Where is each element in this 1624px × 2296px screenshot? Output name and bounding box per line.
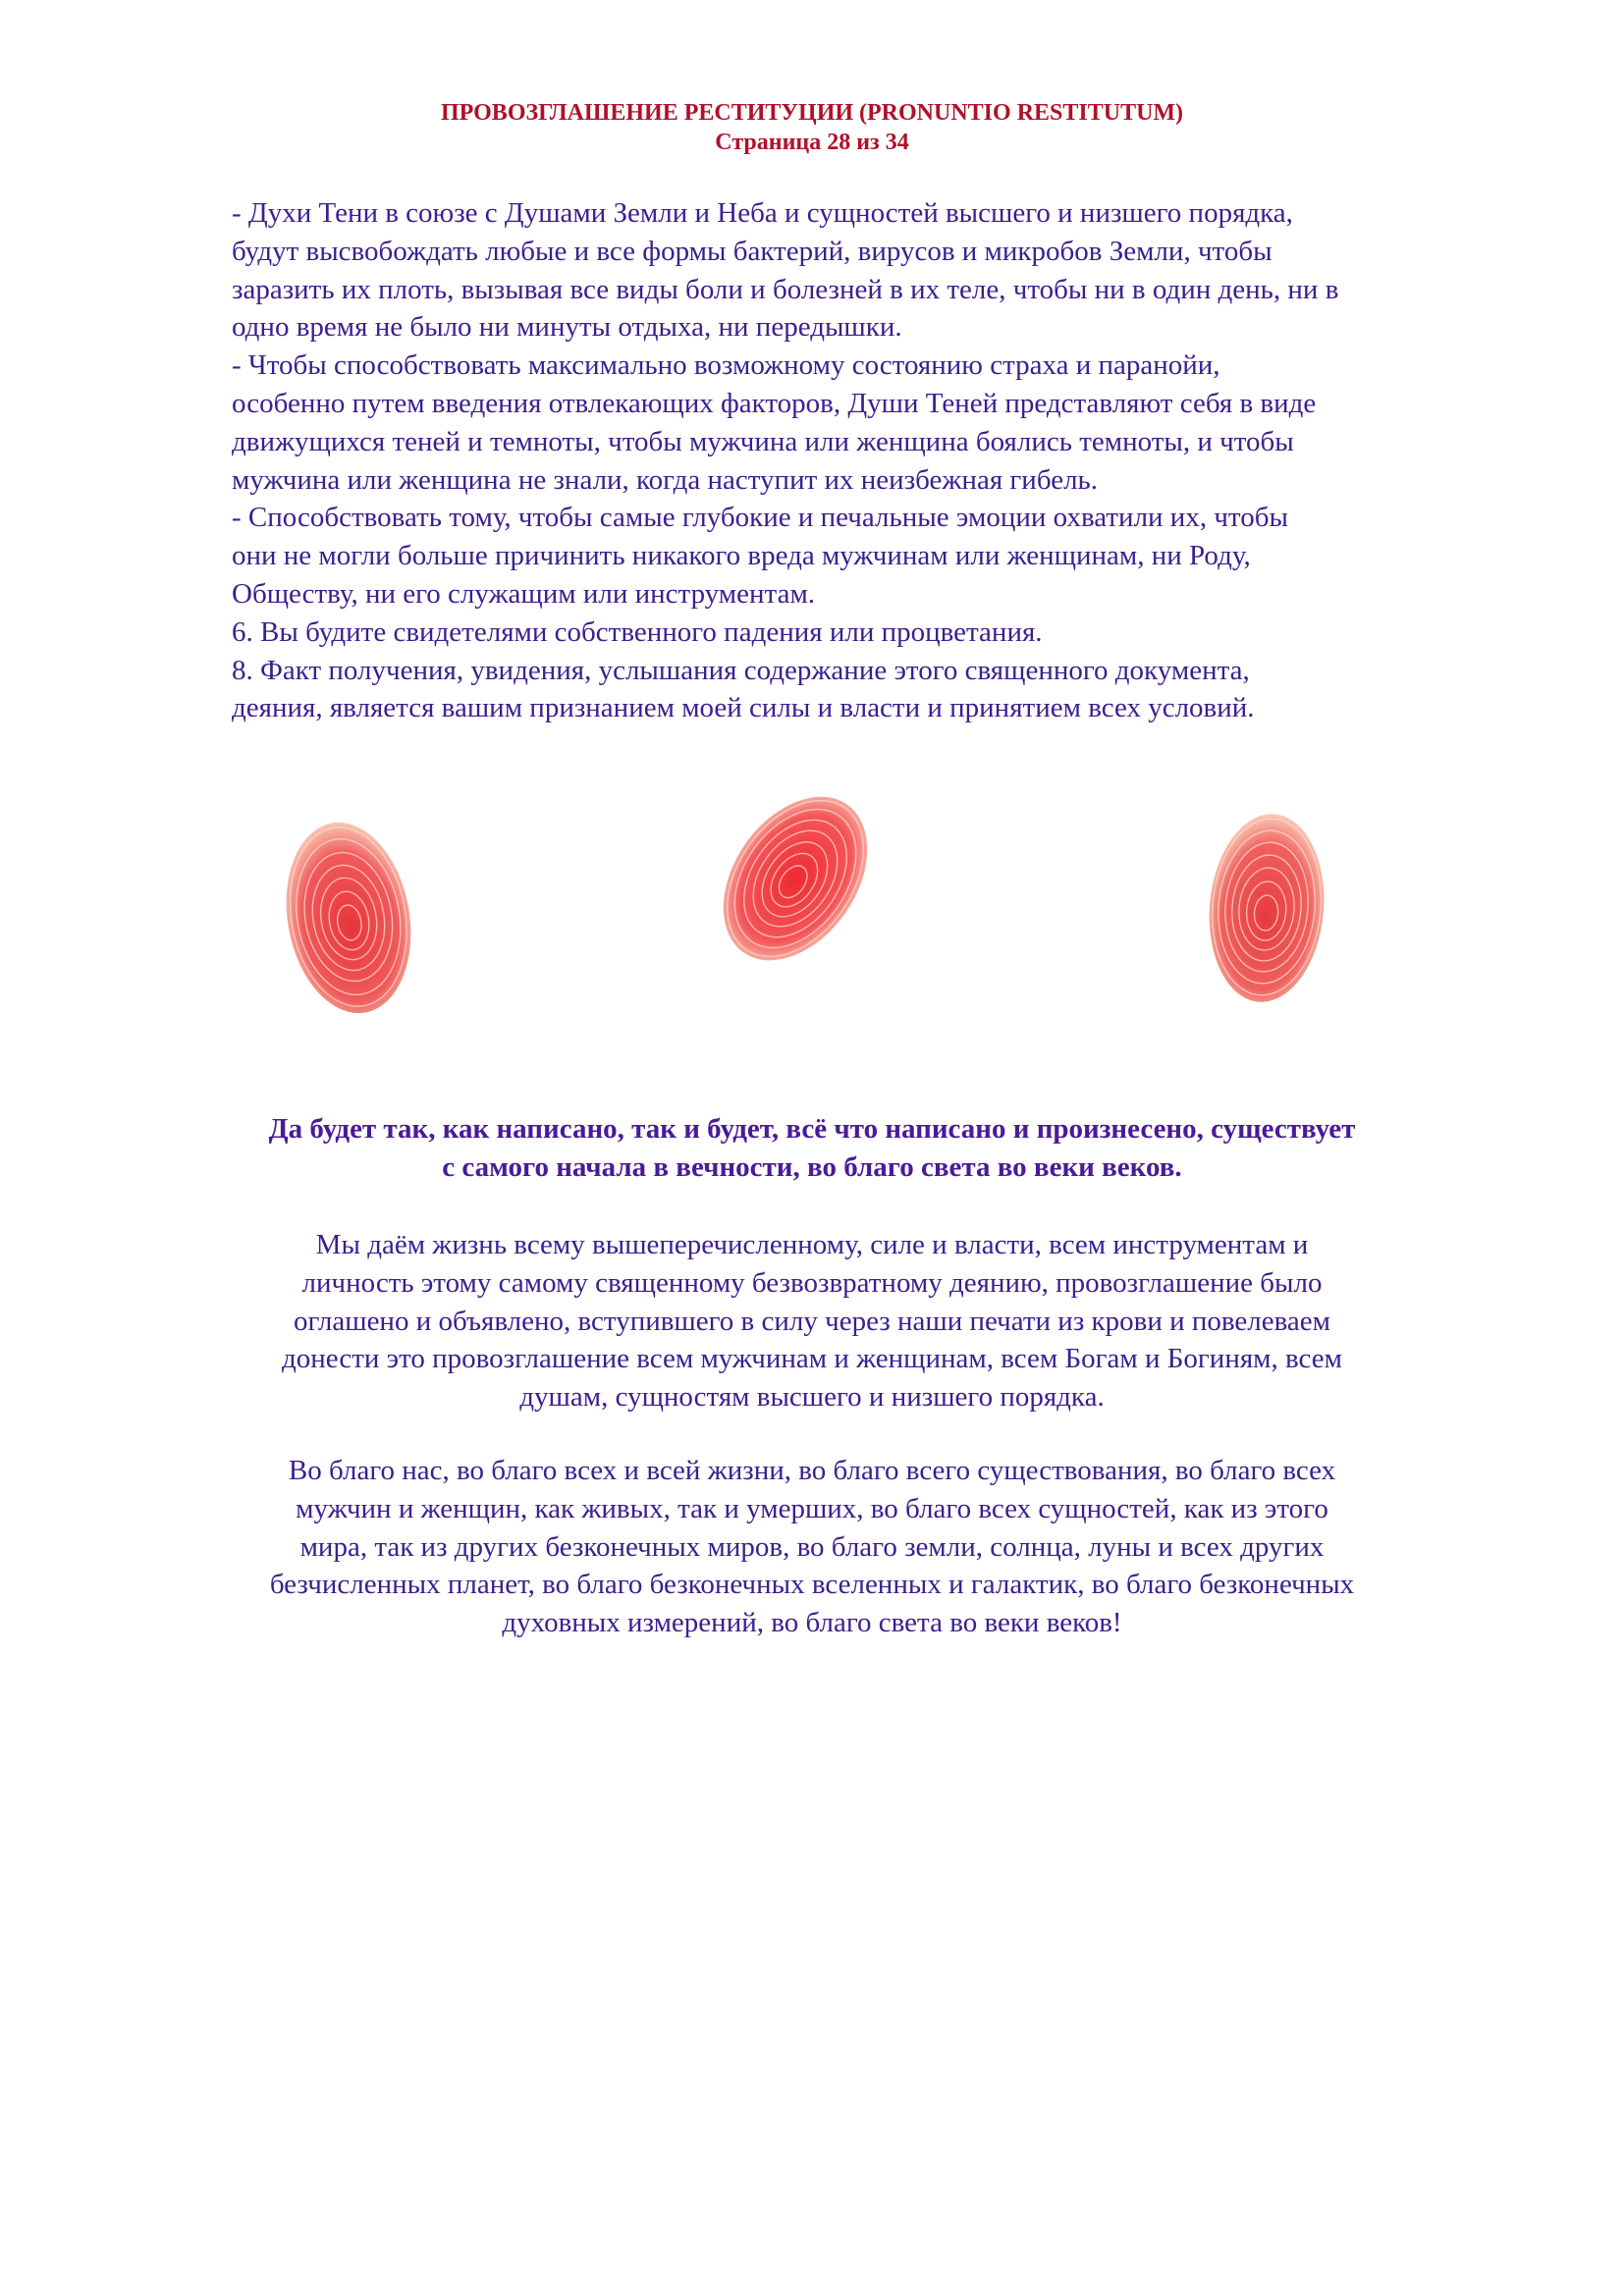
- document-header: [0, 98, 1624, 157]
- body-line: - Чтобы способствовать максимально возможному состоянию страха и паранойи,: [232, 349, 1220, 382]
- body-line: - Способствовать тому, чтобы самые глубокие и печальные эмоции охватили их, чтобы: [232, 502, 1288, 534]
- paragraph-line: донести это провозглашение всем мужчинам и женщинам, всем Богам и Богиням, всем: [281, 1343, 1343, 1375]
- paragraph-line: оглашено и объявлено, вступившего в силу через наши печати из крови и повелеваем: [293, 1305, 1331, 1337]
- page-indicator: Страница 28 из 34: [715, 130, 909, 155]
- body-line: 8. Факт получения, увидения, услышания содержание этого священного документа,: [232, 654, 1250, 686]
- paragraph-line: безчисленных планет, во благо безконечных вселенных и галактик, во благо безконечных: [269, 1569, 1355, 1601]
- closing-statement: [0, 1110, 1624, 1187]
- body-line: мужчина или женщина не знали, когда наступит их неизбежная гибель.: [232, 463, 1099, 496]
- paragraph-two: [0, 1452, 1624, 1642]
- body-line: заразить их плоть, вызывая все виды боли и болезней в их теле, чтобы ни в один день, ни в: [232, 273, 1339, 305]
- body-line: будут высвобождать любые и все формы бактерий, вирусов и микробов Земли, чтобы: [232, 235, 1272, 267]
- paragraph-line: мужчин и женщин, как живых, так и умерших, во благо всех сущностей, как из этого: [296, 1492, 1328, 1524]
- body-line: одно время не было ни минуты отдыха, ни передышки.: [232, 311, 902, 344]
- paragraph-line: душам, сущностям высшего и низшего порядка.: [519, 1381, 1105, 1414]
- paragraph-line: духовных измерений, во благо света во веки веков!: [502, 1607, 1122, 1639]
- document-title: ПРОВОЗГЛАШЕНИЕ РЕСТИТУЦИИ (PRONUNTIO RESTITUTUM): [440, 100, 1184, 126]
- closing-line: Да будет так, как написано, так и будет, всё что написано и произнесено, существует: [268, 1113, 1356, 1145]
- body-line: движущихся теней и темноты, чтобы мужчина или женщина боялись темноты, и чтобы: [232, 425, 1294, 457]
- paragraph-line: мира, так из других безконечных миров, во благо земли, солнца, луны и всех других: [299, 1530, 1325, 1563]
- fingerprint-icon: [1183, 795, 1350, 1021]
- body-line: Обществу, ни его служащим или инструментам.: [232, 577, 816, 610]
- body-line: 6. Вы будите свидетелями собственного падения или процветания.: [232, 615, 1043, 648]
- body-text: [232, 194, 1538, 727]
- body-line: - Духи Тени в союзе с Душами Земли и Неба и сущностей высшего и низшего порядка,: [232, 197, 1293, 229]
- paragraph-line: Мы даём жизнь всему вышеперечисленному, силе и власти, всем инструментам и: [315, 1229, 1309, 1260]
- body-line: они не могли больше причинить никакого вреда мужчинам или женщинам, ни Роду,: [232, 540, 1251, 572]
- closing-line: с самого начала в вечности, во благо света во веки веков.: [442, 1151, 1182, 1183]
- paragraph-line: личность этому самому священному безвозвратному деянию, провозглашение было: [301, 1266, 1323, 1299]
- body-line: особенно путем введения отвлекающих факторов, Души Теней представляют себя в виде: [232, 387, 1317, 419]
- paragraph-line: Во благо нас, во благо всех и всей жизни, во благо всего существования, во благо всех: [288, 1455, 1336, 1486]
- fingerprint-icon: [687, 780, 903, 977]
- body-line: деяния, является вашим признанием моей силы и власти и принятием всех условий.: [232, 692, 1255, 724]
- fingerprint-icon: [265, 805, 432, 1031]
- paragraph-one: [0, 1226, 1624, 1416]
- fingerprint-row: [0, 775, 1624, 1050]
